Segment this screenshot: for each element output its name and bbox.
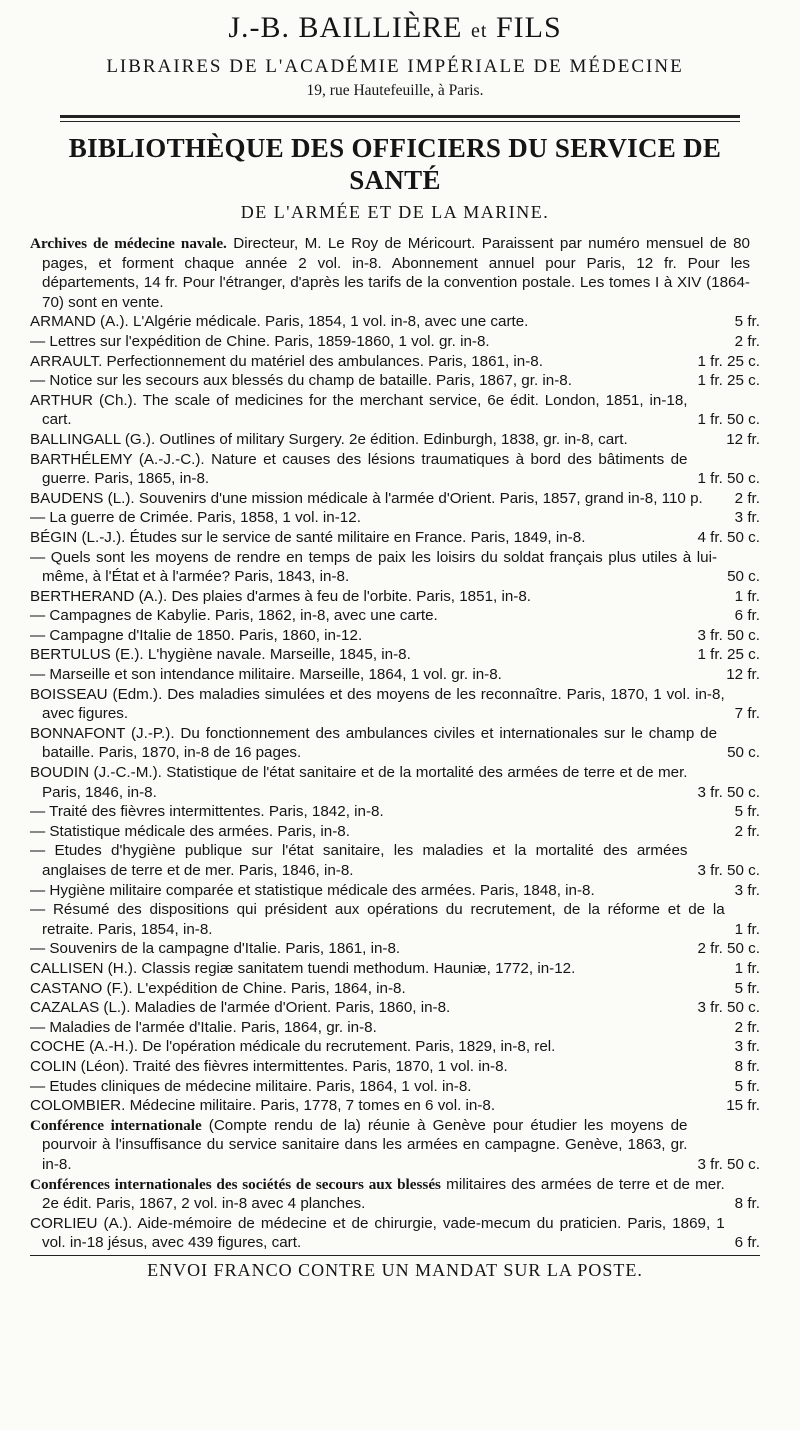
list-item — [30, 1037, 760, 1057]
publisher-address: 19, rue Hautefeuille, à Paris. — [306, 82, 484, 99]
entry-body: ARTHUR (Ch.). The scale of medicines for the merchant service, 6e édit. London, 1851, in-18, cart. — [30, 391, 688, 429]
entry-text — [30, 1018, 725, 1038]
entry-price: 12 fr. — [726, 666, 760, 684]
entry-list — [30, 234, 760, 1253]
list-item — [30, 508, 760, 528]
entry-text — [30, 548, 717, 587]
entry-body: BERTULUS (E.). L'hygiène navale. Marseille, 1845, in-8. — [30, 646, 411, 664]
entry-price: 5 fr. — [734, 313, 760, 331]
top-rule-thin — [60, 121, 740, 122]
list-item — [30, 587, 760, 607]
entry-text — [30, 998, 688, 1018]
list-item — [30, 645, 760, 665]
entry-text — [30, 645, 688, 665]
entry-body: BAUDENS (L.). Souvenirs d'une mission médicale à l'armée d'Orient. Paris, 1857, grand in-8, 110 p. — [30, 489, 703, 507]
entry-body: COLOMBIER. Médecine militaire. Paris, 1778, 7 tomes en 6 vol. in-8. — [30, 1097, 496, 1115]
entry-price: 1 fr. — [734, 920, 760, 938]
entry-text — [30, 1116, 688, 1175]
entry-body: BALLINGALL (G.). Outlines of military Surgery. 2e édition. Edinburgh, 1838, gr. in-8, cart. — [30, 430, 628, 448]
entry-text — [30, 685, 725, 724]
list-item — [30, 900, 760, 939]
list-item — [30, 763, 760, 802]
entry-price: 3 fr. 50 c. — [697, 1155, 760, 1173]
catalogue-subtitle: DE L'ARMÉE ET DE LA MARINE. — [240, 202, 550, 222]
entry-price: 3 fr. 50 c. — [697, 999, 760, 1017]
entry-price: 6 fr. — [734, 607, 760, 625]
list-item — [30, 959, 760, 979]
entry-price: 5 fr. — [734, 979, 760, 997]
list-item — [30, 352, 760, 372]
entry-price: 3 fr. — [734, 509, 760, 527]
list-item — [30, 548, 760, 587]
catalogue-page — [0, 10, 800, 1430]
entry-body: — Résumé des dispositions qui président aux opérations du recrutement, de la réforme et de la retraite. Paris, 1854, in-8. — [30, 901, 725, 938]
entry-price: 1 fr. 25 c. — [697, 372, 760, 390]
entry-text — [30, 1214, 725, 1253]
entry-text — [30, 665, 716, 685]
entry-text — [30, 959, 725, 979]
entry-body: BONNAFONT (J.-P.). Du fonctionnement des ambulances civiles et internationales sur le champ de bataille. Paris, 1870, in-8 de 16 pages. — [30, 724, 718, 762]
top-rule-thick — [60, 115, 740, 118]
entry-text — [30, 352, 688, 372]
entry-price: 15 fr. — [726, 1097, 760, 1115]
entry-body: — Souvenirs de la campagne d'Italie. Paris, 1861, in-8. — [30, 940, 401, 958]
list-item — [30, 312, 760, 332]
list-item — [30, 1077, 760, 1097]
entry-price: 1 fr. 25 c. — [697, 352, 760, 370]
list-item — [30, 939, 760, 959]
entry-body: — Notice sur les secours aux blessés du champ de bataille. Paris, 1867, gr. in-8. — [30, 372, 572, 390]
list-item — [30, 724, 760, 763]
entry-text — [30, 1096, 716, 1116]
entry-body: ARRAULT. Perfectionnement du matériel des ambulances. Paris, 1861, in-8. — [30, 352, 543, 370]
entry-body: — Maladies de l'armée d'Italie. Paris, 1864, gr. in-8. — [30, 1018, 377, 1036]
entry-text — [30, 802, 725, 822]
entry-price: 3 fr. — [734, 881, 760, 899]
publisher-subhead: LIBRAIRES DE L'ACADÉMIE IMPÉRIALE DE MÉDECINE — [106, 56, 684, 77]
entry-heading: Conférence internationale — [30, 1116, 202, 1134]
entry-text — [30, 391, 688, 430]
entry-text — [30, 371, 688, 391]
entry-body: CAZALAS (L.). Maladies de l'armée d'Orient. Paris, 1860, in-8. — [30, 999, 451, 1017]
entry-body: CALLISEN (H.). Classis regiæ sanitatem tuendi methodum. Hauniæ, 1772, in-12. — [30, 959, 576, 977]
entry-body: militaires des armées de terre et de mer. 2e édit. Paris, 1867, 2 vol. in-8 avec 4 planches. — [42, 1175, 725, 1213]
list-item — [30, 822, 760, 842]
entry-text — [30, 528, 688, 548]
entry-price: 6 fr. — [734, 1234, 760, 1252]
entry-text — [30, 1057, 725, 1077]
entry-price: 1 fr. — [734, 587, 760, 605]
list-item — [30, 450, 760, 489]
entry-body: Directeur, M. Le Roy de Méricourt. Paraissent par numéro mensuel de 80 pages, et forment chaque année 2 vol. in-8. Abonnement annuel pour Paris, 12 fr. Pour les départements, 14 fr. Pour l'étranger, d'après les tarifs de la convention postale. Les tomes I à XIV (1864-70) sont en vente. — [42, 235, 750, 311]
entry-body: COLIN (Léon). Traité des fièvres intermittentes. Paris, 1870, 1 vol. in-8. — [30, 1057, 508, 1075]
entry-price: 50 c. — [727, 568, 760, 586]
publisher-name — [30, 10, 760, 49]
list-item — [30, 841, 760, 880]
publisher-main: J.-B. BAILLIÈRE — [228, 11, 463, 44]
entry-price: 2 fr. 50 c. — [697, 940, 760, 958]
entry-body: BERTHERAND (A.). Des plaies d'armes à feu de l'orbite. Paris, 1851, in-8. — [30, 587, 532, 605]
entry-body: BOUDIN (J.-C.-M.). Statistique de l'état sanitaire et de la mortalité des armées de terre et de mer. Paris, 1846, in-8. — [30, 764, 688, 801]
list-item — [30, 234, 760, 312]
entry-body: — Hygiène militaire comparée et statistique médicale des armées. Paris, 1848, in-8. — [30, 881, 595, 899]
entry-price: 3 fr. — [734, 1038, 760, 1056]
entry-text — [30, 881, 725, 901]
list-item — [30, 391, 760, 430]
entry-body: CORLIEU (A.). Aide-mémoire de médecine et de chirurgie, vade-mecum du praticien. Paris, 1869, 1 vol. in-18 jésus, avec 439 figures, cart. — [30, 1214, 725, 1252]
footer-notice: ENVOI FRANCO CONTRE UN MANDAT SUR LA POSTE. — [147, 1259, 643, 1280]
entry-text — [30, 900, 725, 939]
list-item — [30, 665, 760, 685]
entry-price: 5 fr. — [734, 1077, 760, 1095]
entry-price: 50 c. — [727, 744, 760, 762]
entry-price: 3 fr. 50 c. — [697, 783, 760, 801]
entry-text — [30, 979, 725, 999]
entry-price: 4 fr. 50 c. — [697, 528, 760, 546]
list-item — [30, 332, 760, 352]
entry-body: ARMAND (A.). L'Algérie médicale. Paris, 1854, 1 vol. in-8, avec une carte. — [30, 313, 529, 331]
entry-body: — Campagne d'Italie de 1850. Paris, 1860, in-12. — [30, 626, 363, 644]
entry-text — [30, 332, 725, 352]
entry-body: — Marseille et son intendance militaire. Marseille, 1864, 1 vol. gr. in-8. — [30, 666, 502, 684]
list-item — [30, 802, 760, 822]
entry-body: — La guerre de Crimée. Paris, 1858, 1 vol. in-12. — [30, 509, 361, 527]
entry-body: BARTHÉLEMY (A.-J.-C.). Nature et causes des lésions traumatiques à bord des bâtiments de guerre. Paris, 1865, in-8. — [30, 450, 688, 488]
list-item — [30, 1018, 760, 1038]
entry-price: 2 fr. — [734, 822, 760, 840]
entry-heading: Archives de médecine navale. — [30, 235, 227, 252]
entry-text — [30, 450, 688, 489]
list-item — [30, 1214, 760, 1253]
entry-body: — Etudes cliniques de médecine militaire. Paris, 1864, 1 vol. in-8. — [30, 1077, 472, 1095]
entry-body: — Quels sont les moyens de rendre en temps de paix les loisirs du soldat français plus utiles à lui-même, à l'État et à l'armée? Paris, 1843, in-8. — [30, 548, 718, 586]
entry-heading: Conférences internationales des sociétés de secours aux blessés — [30, 1175, 441, 1193]
list-item — [30, 979, 760, 999]
list-item — [30, 881, 760, 901]
entry-text — [30, 763, 688, 802]
entry-price: 12 fr. — [726, 430, 760, 448]
entry-price: 1 fr. — [734, 959, 760, 977]
entry-body: BÉGIN (L.-J.). Études sur le service de santé militaire en France. Paris, 1849, in-8. — [30, 528, 586, 546]
entry-price: 3 fr. 50 c. — [697, 862, 760, 879]
entry-body: (Compte rendu de la) réunie à Genève pour étudier les moyens de pourvoir à l'insuffisance du service sanitaire dans les armées en campagne. Genève, 1863, gr. in-8. — [42, 1116, 688, 1173]
publisher-et: et — [471, 20, 488, 42]
entry-text — [30, 724, 717, 763]
entry-price: 5 fr. — [734, 803, 760, 821]
entry-text — [30, 430, 716, 450]
list-item — [30, 528, 760, 548]
entry-text — [30, 234, 750, 312]
entry-text — [30, 626, 688, 646]
list-item — [30, 1116, 760, 1175]
list-item — [30, 430, 760, 450]
entry-price: 2 fr. — [734, 489, 760, 507]
list-item — [30, 1096, 760, 1116]
entry-body: — Campagnes de Kabylie. Paris, 1862, in-8, avec une carte. — [30, 607, 438, 625]
entry-body: — Statistique médicale des armées. Paris, in-8. — [30, 822, 350, 840]
entry-price: 8 fr. — [734, 1195, 760, 1213]
entry-text — [30, 1037, 725, 1057]
entry-text — [30, 489, 725, 509]
entry-body: BOISSEAU (Edm.). Des maladies simulées et des moyens de les reconnaître. Paris, 1870, 1 vol. in-8, avec figures. — [30, 685, 725, 723]
entry-body: — Traité des fièvres intermittentes. Paris, 1842, in-8. — [30, 803, 384, 821]
catalogue-title: BIBLIOTHÈQUE DES OFFICIERS DU SERVICE DE SANTÉ — [68, 133, 722, 195]
entry-body: — Etudes d'hygiène publique sur l'état sanitaire, les maladies et la mortalité des armées anglaises de terre et de mer. Paris, 1846, in-8. — [30, 842, 688, 879]
list-item — [30, 1175, 760, 1214]
entry-text — [30, 822, 725, 842]
entry-body: COCHE (A.-H.). De l'opération médicale du recrutement. Paris, 1829, in-8, rel. — [30, 1038, 556, 1056]
entry-text — [30, 939, 688, 959]
publisher-fils: FILS — [495, 11, 562, 44]
entry-body: CASTANO (F.). L'expédition de Chine. Paris, 1864, in-8. — [30, 979, 406, 997]
entry-text — [30, 587, 725, 607]
entry-text — [30, 841, 688, 880]
entry-text — [30, 606, 725, 626]
entry-price: 1 fr. 25 c. — [697, 646, 760, 664]
list-item — [30, 626, 760, 646]
entry-price: 7 fr. — [734, 705, 760, 723]
list-item — [30, 489, 760, 509]
entry-price: 1 fr. 50 c. — [697, 470, 760, 488]
entry-text — [30, 1077, 725, 1097]
entry-body: — Lettres sur l'expédition de Chine. Paris, 1859-1860, 1 vol. gr. in-8. — [30, 332, 490, 350]
list-item — [30, 371, 760, 391]
list-item — [30, 1057, 760, 1077]
list-item — [30, 998, 760, 1018]
entry-text — [30, 312, 725, 332]
entry-price: 1 fr. 50 c. — [697, 411, 760, 429]
entry-price: 8 fr. — [734, 1057, 760, 1075]
entry-text — [30, 1175, 725, 1214]
entry-price: 3 fr. 50 c. — [697, 626, 760, 644]
entry-price: 2 fr. — [734, 332, 760, 350]
list-item — [30, 606, 760, 626]
entry-price: 2 fr. — [734, 1018, 760, 1036]
entry-text — [30, 508, 725, 528]
list-item — [30, 685, 760, 724]
bottom-rule — [30, 1255, 760, 1256]
